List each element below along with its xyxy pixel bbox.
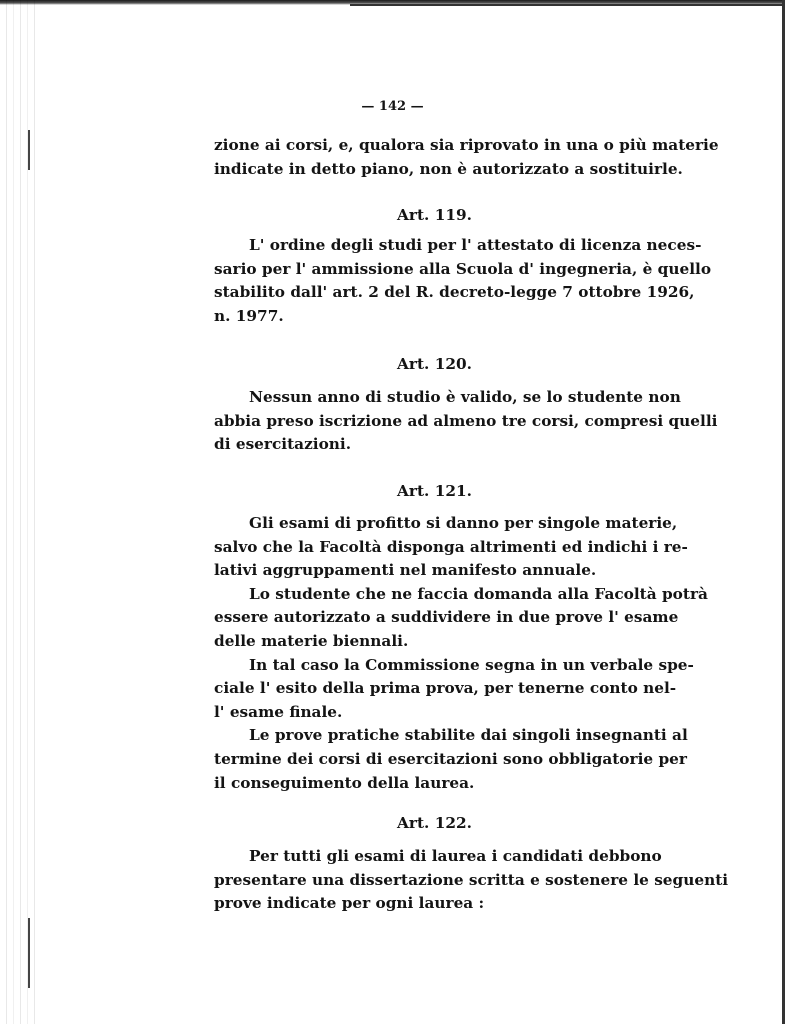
- text-line: Le prove pratiche stabilite dai singoli insegnanti al: [249, 726, 688, 745]
- text-line: L' ordine degli studi per l' attestato di licenza neces-: [249, 236, 702, 254]
- text-line: zione ai corsi, e, qualora sia riprovato in una o più materie: [214, 136, 719, 154]
- text-line: termine dei corsi di esercitazioni sono obbligatorie per: [214, 749, 687, 768]
- text-line: Gli esami di profitto si danno per singole materie,: [249, 514, 678, 532]
- text-line: prove indicate per ogni laurea :: [214, 894, 485, 913]
- page-number: — 142 —: [361, 99, 424, 114]
- text-line: salvo che la Facoltà disponga altrimenti ed indichi i re-: [214, 537, 688, 556]
- text-line: Per tutti gli esami di laurea i candidati debbono: [249, 847, 662, 865]
- article-119-body: [214, 234, 712, 328]
- text-line: presentare una dissertazione scritta e sostenere le seguenti: [214, 870, 729, 889]
- article-121-body: [214, 512, 708, 795]
- article-heading-119: Art. 119.: [397, 206, 472, 224]
- text-line: n. 1977.: [214, 306, 284, 325]
- text-line: abbia preso iscrizione ad almeno tre corsi, compresi quelli: [214, 411, 718, 430]
- scan-top-edge-line: [350, 4, 785, 6]
- text-line: lativi aggruppamenti nel manifesto annuale.: [214, 561, 597, 580]
- scan-left-mark: [28, 918, 30, 988]
- text-line: stabilito dall' art. 2 del R. decreto-legge 7 ottobre 1926,: [214, 283, 695, 302]
- article-heading-122: Art. 122.: [397, 814, 472, 832]
- text-line: In tal caso la Commissione segna in un verbale spe-: [249, 655, 694, 674]
- text-line: indicate in detto piano, non è autorizzato a sostituirle.: [214, 159, 683, 178]
- article-120-body: [214, 386, 718, 457]
- scan-left-edge: [0, 0, 40, 1024]
- text-line: ciale l' esito della prima prova, per tenerne conto nel-: [214, 679, 677, 698]
- text-line: di esercitazioni.: [214, 435, 352, 454]
- text-line: sario per l' ammissione alla Scuola d' ingegneria, è quello: [214, 259, 712, 278]
- text-line: Nessun anno di studio è valido, se lo studente non: [249, 388, 681, 406]
- article-heading-121: Art. 121.: [397, 482, 472, 500]
- text-line: il conseguimento della laurea.: [214, 773, 475, 792]
- article-heading-120: Art. 120.: [397, 355, 472, 373]
- scan-left-mark: [28, 130, 30, 170]
- text-line: l' esame finale.: [214, 702, 343, 721]
- text-line: Lo studente che ne faccia domanda alla Facoltà potrà: [249, 584, 708, 603]
- article-122-body: [214, 845, 729, 916]
- text-line: essere autorizzato a suddividere in due prove l' esame: [214, 608, 679, 627]
- text-line: delle materie biennali.: [214, 631, 409, 650]
- paragraph-continuation: [214, 134, 719, 181]
